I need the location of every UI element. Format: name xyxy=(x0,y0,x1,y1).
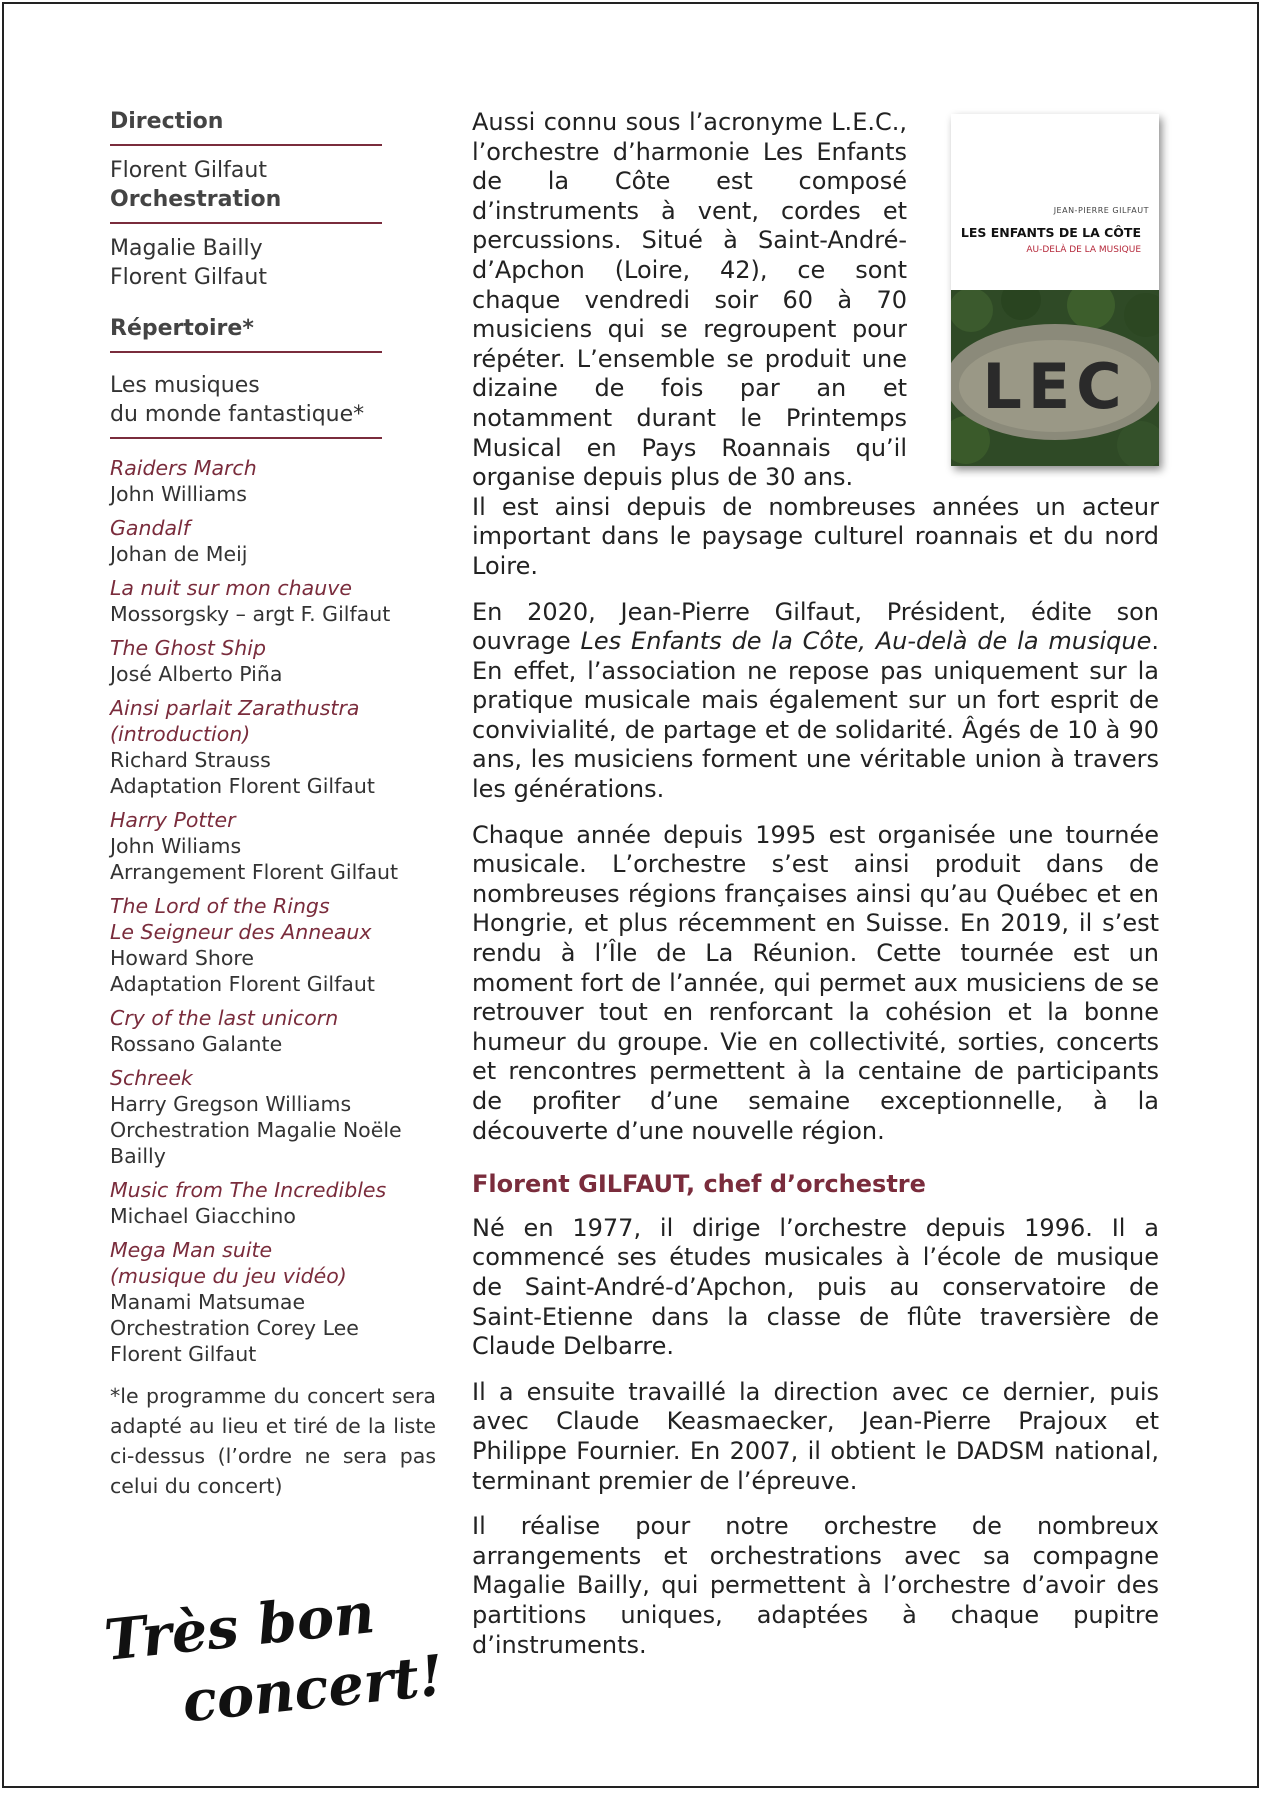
work-credit: John Williams xyxy=(110,482,247,506)
section-rule xyxy=(110,222,382,224)
work-item xyxy=(110,807,450,885)
book-title-inline: Les Enfants de la Côte, Au-delà de la musique xyxy=(580,627,1152,656)
work-title: Mega Man suite xyxy=(110,1238,273,1262)
work-title: Ainsi parlait Zarathustra xyxy=(110,696,360,720)
work-item xyxy=(110,1177,450,1229)
work-credit: Richard Strauss xyxy=(110,748,271,772)
book-title: LES ENFANTS DE LA CÔTE xyxy=(960,225,1141,240)
photo-letters: LEC xyxy=(982,350,1128,423)
section-rule xyxy=(110,351,382,353)
direction-title: Direction xyxy=(110,109,224,134)
book-aerial-photo xyxy=(951,290,1159,466)
repertoire-intro xyxy=(110,371,450,429)
paragraph-bio-2: Il a ensuite travaillé la direction avec ce dernier, puis avec Claude Keasmaecker, Jean-Pierre Prajoux et Philippe Fournier. En 2007, il obtient le DADSM national, terminant premier de l’épreuve. xyxy=(472,1377,1159,1495)
book-author: JEAN-PIERRE GILFAUT xyxy=(1053,206,1149,215)
paragraph-bio-1: Né en 1977, il dirige l’orchestre depuis 1996. Il a commencé ses études musicales à l’école de musique de Saint-André-d’Apchon, puis au conservatoire de Saint-Etienne dans la classe de flûte traversière de Claude Delbarre. xyxy=(472,1213,1159,1361)
paragraph-tour: Chaque année depuis 1995 est organisée une tournée musicale. L’orchestre s’est ainsi produit dans de nombreuses régions françaises ainsi qu’au Québec et en Hongrie, et plus récemment en Suisse. En 2019, il s’est rendu à l’Île de La Réunion. Cette tournée est un moment fort de l’année, qui permet aux musiciens de se retrouver tout en renforcant la cohésion et la bonne humeur du groupe. Vie en collectivité, sorties, concerts et rencontres permettent à la centaine de participants de profiter d’une semaine exceptionnelle, à la découverte d’une nouvelle région. xyxy=(472,820,1159,1145)
work-item xyxy=(110,1005,450,1057)
work-credit: John Wiliams xyxy=(110,834,242,858)
works-list xyxy=(110,455,450,1367)
work-credit: Arrangement Florent Gilfaut xyxy=(110,860,399,884)
direction-name: Florent Gilfaut xyxy=(110,158,267,183)
work-credit: Harry Gregson Williams xyxy=(110,1092,352,1116)
work-item xyxy=(110,515,450,567)
work-item xyxy=(110,695,450,799)
work-credit: Mossorgsky – argt F. Gilfaut xyxy=(110,602,391,626)
repertoire-intro-line: du monde fantastique* xyxy=(110,402,365,427)
conductor-heading: Florent GILFAUT, chef d’orchestre xyxy=(472,1170,926,1199)
work-title: (musique du jeu vidéo) xyxy=(110,1264,347,1288)
closing-handwritten xyxy=(101,1580,447,1736)
work-credit: Manami Matsumae xyxy=(110,1290,306,1314)
work-item xyxy=(110,575,450,627)
work-title: Music from The Incredibles xyxy=(110,1178,387,1202)
repertoire-intro-line: Les musiques xyxy=(110,373,260,398)
page xyxy=(2,2,1259,1788)
work-credit: Howard Shore xyxy=(110,946,255,970)
work-item xyxy=(110,455,450,507)
paragraph-bio-3: Il réalise pour notre orchestre de nombreux arrangements et orchestrations avec sa compagne Magalie Bailly, qui permettent à l’orchestre d’avoir des partitions uniques, adaptées à chaque pupitre d’instruments. xyxy=(472,1512,1159,1659)
work-title: Le Seigneur des Anneaux xyxy=(110,920,372,944)
work-title: La nuit sur mon chauve xyxy=(110,576,352,600)
work-item xyxy=(110,1065,450,1169)
work-credit: Adaptation Florent Gilfaut xyxy=(110,972,375,996)
text-span: . En effet, l’association ne repose pas uniquement sur la pratique musicale mais également sur un fort esprit de convivialité, de partage et de solidarité. Âgés de 10 à 90 ans, les musiciens forment une véritable union à travers les générations. xyxy=(472,627,1159,804)
work-credit: Rossano Galante xyxy=(110,1032,283,1056)
work-credit: Florent Gilfaut xyxy=(110,1342,257,1366)
work-credit: Adaptation Florent Gilfaut xyxy=(110,774,375,798)
work-item xyxy=(110,893,450,997)
work-title: Raiders March xyxy=(110,456,257,480)
section-rule xyxy=(110,144,382,146)
work-credit: Orchestration Magalie Noële Bailly xyxy=(110,1118,402,1168)
paragraph-intro-cont: Il est ainsi depuis de nombreuses années un acteur important dans le paysage culturel roannais et du nord Loire. xyxy=(472,492,1159,580)
right-column xyxy=(472,108,1159,1676)
work-credit: Orchestration Corey Lee xyxy=(110,1316,359,1340)
work-title: (introduction) xyxy=(110,722,251,746)
book-subtitle: AU-DELÀ DE LA MUSIQUE xyxy=(1026,245,1141,255)
paragraph-intro: Aussi connu sous l’acronyme L.E.C., l’orchestre d’harmonie Les Enfants de la Côte est composé d’instruments à vent, cordes et percussions. Situé à Saint-André-d’Apchon (Loire, 42), ce sont chaque vendredi soir 60 à 70 musiciens qui se regroupent pour répéter. L’ensemble se produit une dizaine de fois par an et notamment durant le Printemps Musical en Pays Roannais qu’il organise depuis plus de 30 ans. xyxy=(472,108,907,492)
orchestration-name: Magalie Bailly xyxy=(110,236,263,261)
work-credit: José Alberto Piña xyxy=(110,662,283,686)
work-title: Cry of the last unicorn xyxy=(110,1006,339,1030)
work-title: Harry Potter xyxy=(110,808,236,832)
work-title: Schreek xyxy=(110,1066,193,1090)
orchestration-title: Orchestration xyxy=(110,187,282,212)
text-span: En 2020, Jean-Pierre Gilfaut, Président, édite son ouvrage xyxy=(472,597,1159,656)
orchestration-name: Florent Gilfaut xyxy=(110,265,267,290)
program-note: *le programme du concert sera adapté au lieu et tiré de la liste ci-dessus (l’ordre ne sera pas celui du concert) xyxy=(110,1384,436,1498)
work-item xyxy=(110,635,450,687)
repertoire-title: Répertoire* xyxy=(110,316,254,341)
left-column xyxy=(110,107,450,1501)
work-title: The Lord of the Rings xyxy=(110,894,330,918)
book-cover-top xyxy=(951,114,1159,290)
work-item xyxy=(110,1237,450,1367)
work-credit: Johan de Meij xyxy=(110,542,248,566)
closing-line: concert! xyxy=(179,1642,447,1736)
aerial-photo-drawing xyxy=(951,290,1159,466)
work-title: The Ghost Ship xyxy=(110,636,267,660)
work-credit: Michael Giacchino xyxy=(110,1204,296,1228)
closing-line: Très bon xyxy=(101,1580,378,1674)
work-title: Gandalf xyxy=(110,516,190,540)
book-cover xyxy=(951,114,1159,466)
paragraph-book xyxy=(472,598,1159,805)
section-rule xyxy=(110,437,382,439)
